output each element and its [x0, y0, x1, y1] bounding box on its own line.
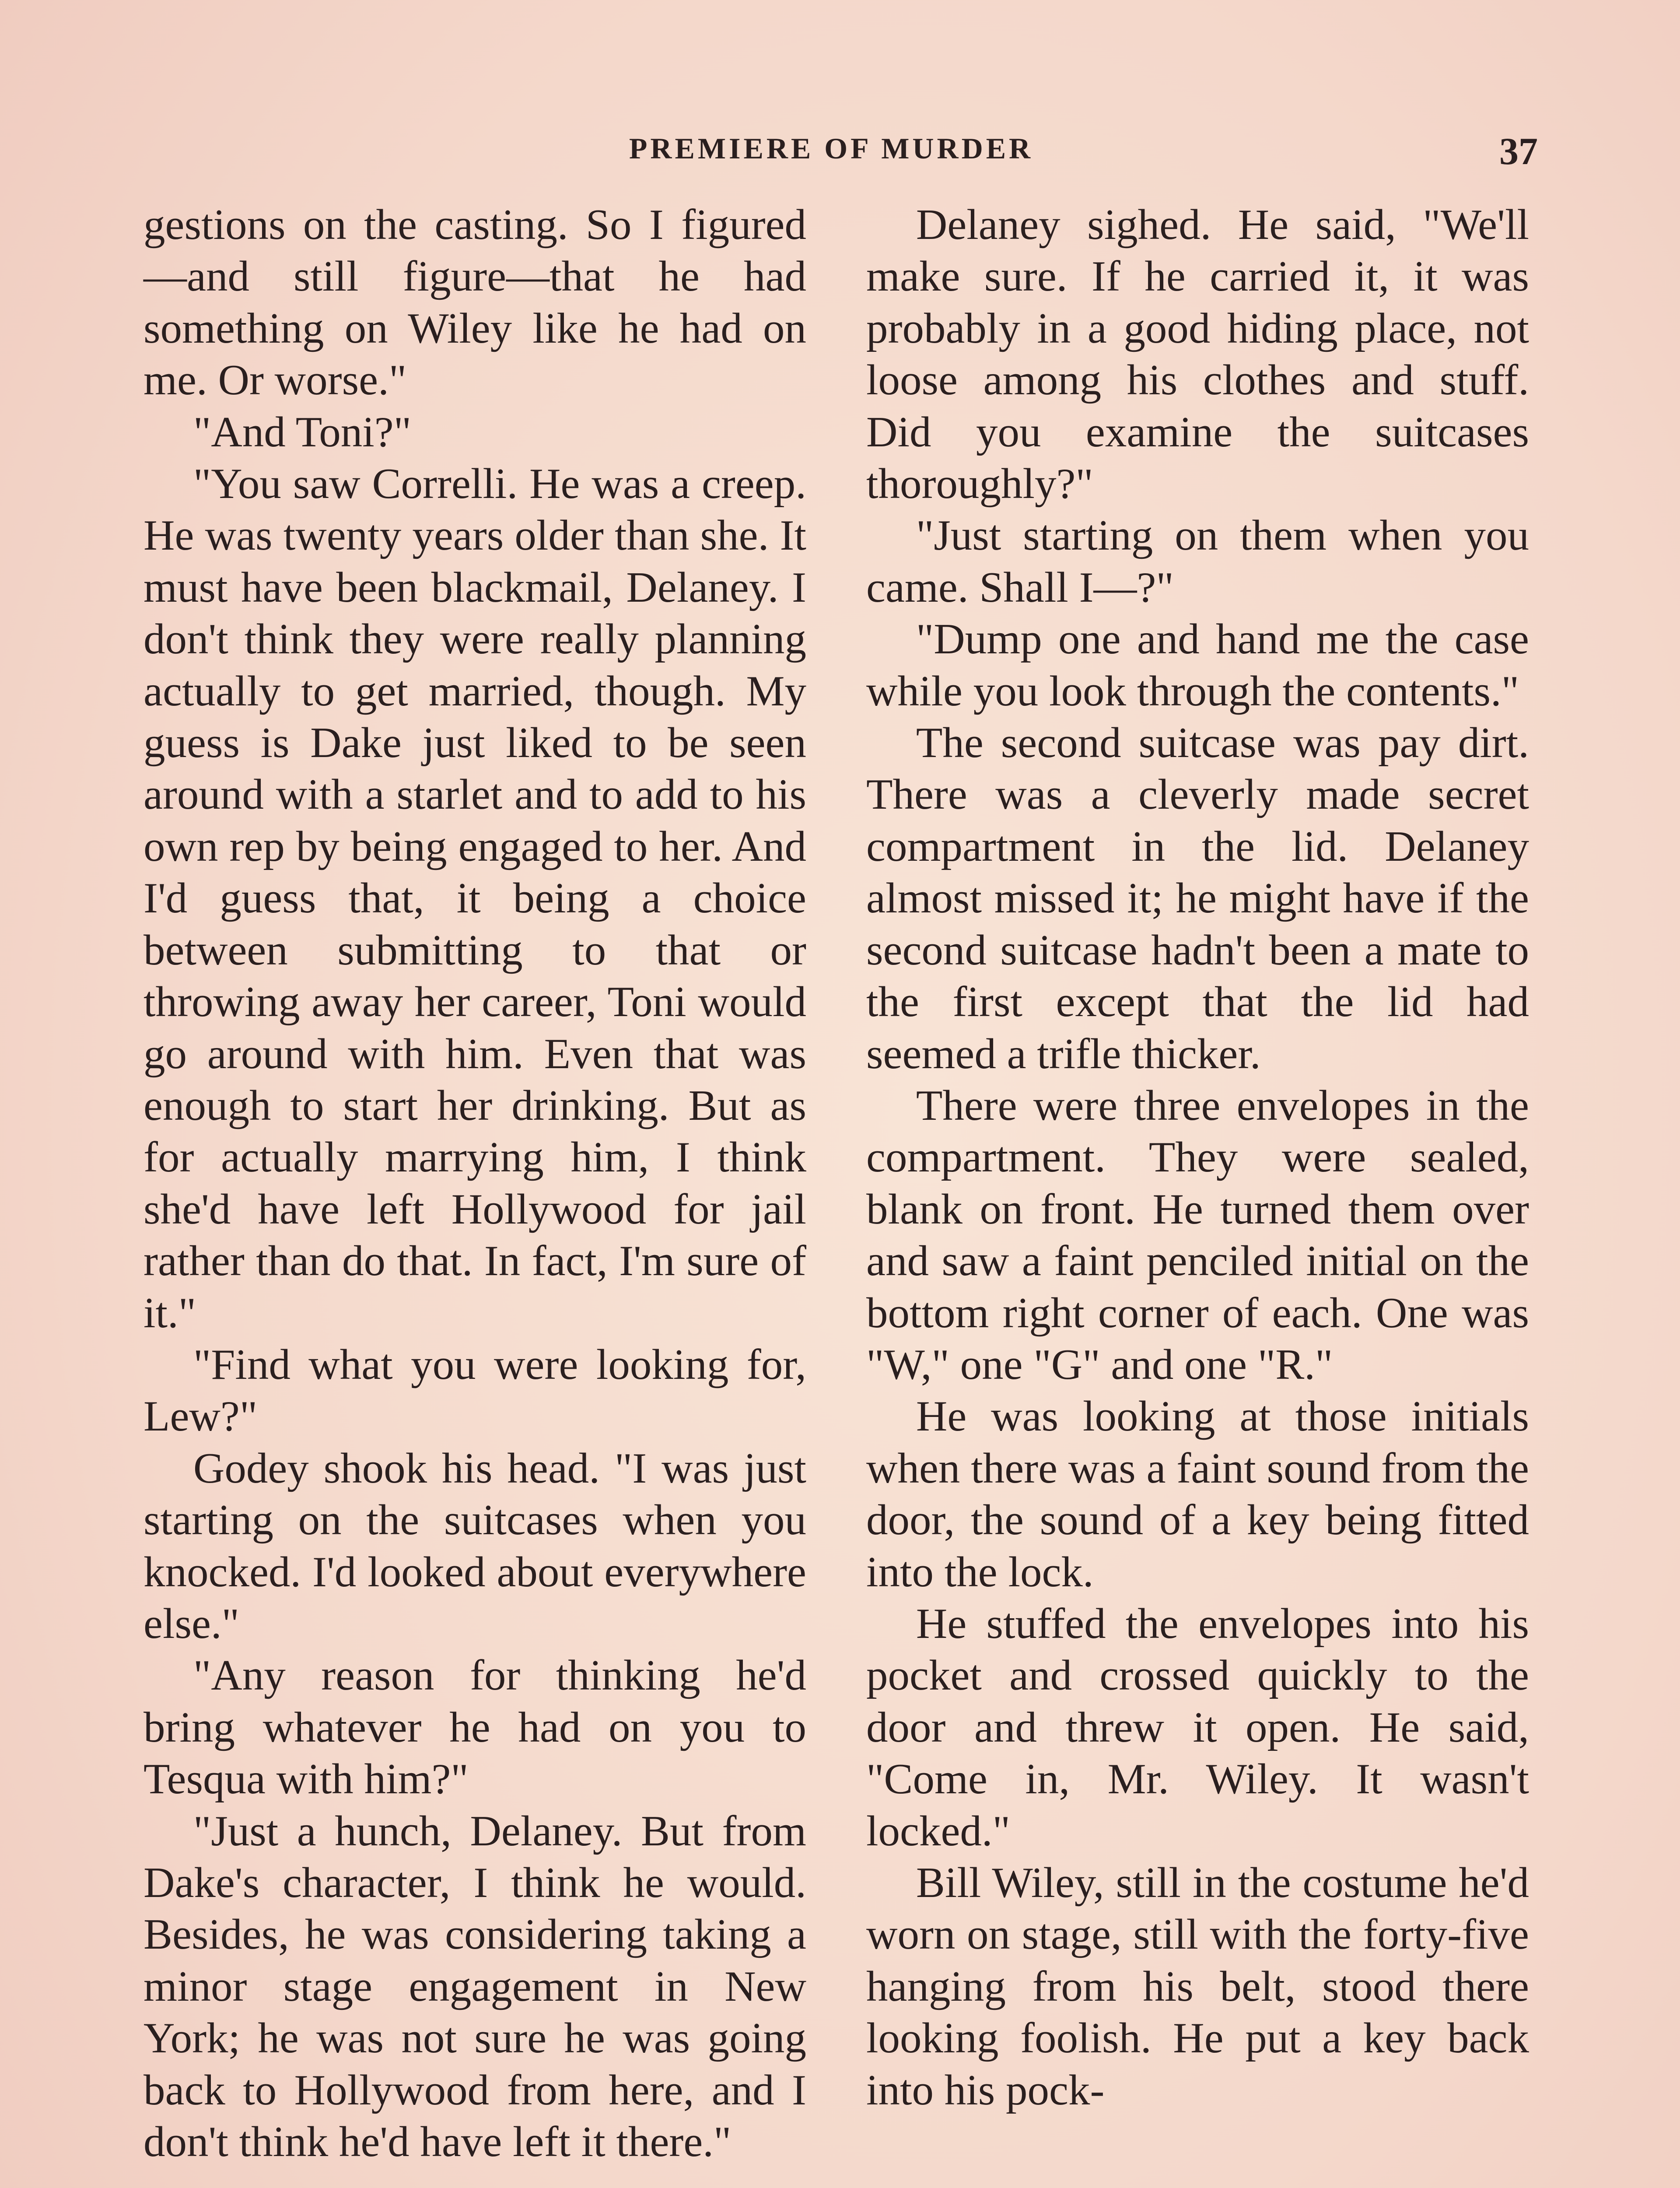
paragraph: The second suitcase was pay dirt. There was a cleverly made secret compartment in the lid. Delaney almost missed it; he might have if the second suitcase hadn't been a mate to the first except that the lid had seemed a trifle thicker. [866, 719, 1529, 1078]
paragraph: Godey shook his head. "I was just starting on the suitcases when you knocked. I'd looked about everywhere else." [144, 1444, 806, 1648]
right-text-column [866, 199, 1529, 2116]
paragraph: "Just a hunch, Delaney. But from Dake's character, I think he would. Besides, he was considering taking a minor stage engagement in New York; he was not sure he was going back to Hollywood from here, and I don't think he'd have left it there." [144, 1807, 806, 2166]
paragraph: He stuffed the envelopes into his pocket and crossed quickly to the door and threw it open. He said, "Come in, Mr. Wiley. It wasn't locked." [866, 1599, 1529, 1855]
paragraph: "And Toni?" [193, 408, 412, 456]
paragraph: "Just starting on them when you came. Shall I—?" [866, 512, 1529, 611]
page-number: 37 [1499, 130, 1538, 173]
paragraph: Bill Wiley, still in the costume he'd worn on stage, still with the forty-five hanging from his belt, stood there looking foolish. He put a key back into his pock- [866, 1859, 1529, 2114]
paragraph: "You saw Correlli. He was a creep. He was twenty years older than she. It must have been blackmail, Delaney. I don't think they were really planning actually to get married, though. My guess is Dake just liked to be seen around with a starlet and to add to his own rep by being engaged to her. And I'd guess that, it being a choice between submitting to that or throwing away her career, Toni would go around with him. Even that was enough to start her drinking. But as for actually marrying him, I think she'd have left Hollywood for jail rather than do that. In fact, I'm sure of it." [144, 460, 806, 1337]
paragraph: Delaney sighed. He said, "We'll make sure. If he carried it, it was probably in a good hiding place, not loose among his clothes and stuff. Did you examine the suitcases thoroughly?" [866, 201, 1529, 508]
paragraph: "Find what you were looking for, Lew?" [144, 1340, 806, 1441]
left-text-column [144, 199, 806, 2168]
paragraph: "Any reason for thinking he'd bring whatever he had on you to Tesqua with him?" [144, 1652, 806, 1803]
paragraph: He was looking at those initials when there was a faint sound from the door, the sound of a key being fitted into the lock. [866, 1392, 1529, 1596]
running-title: PREMIERE OF MURDER [629, 132, 1034, 165]
paragraph: There were three envelopes in the compartment. They were sealed, blank on front. He turned them over and saw a faint penciled initial on the bottom right corner of each. One was "W," one "G" and one "R." [866, 1081, 1529, 1389]
paragraph: gestions on the casting. So I figured—and still figure—that he had something on Wiley like he had on me. Or worse." [144, 201, 806, 404]
paragraph: "Dump one and hand me the case while you look through the contents." [866, 615, 1529, 715]
